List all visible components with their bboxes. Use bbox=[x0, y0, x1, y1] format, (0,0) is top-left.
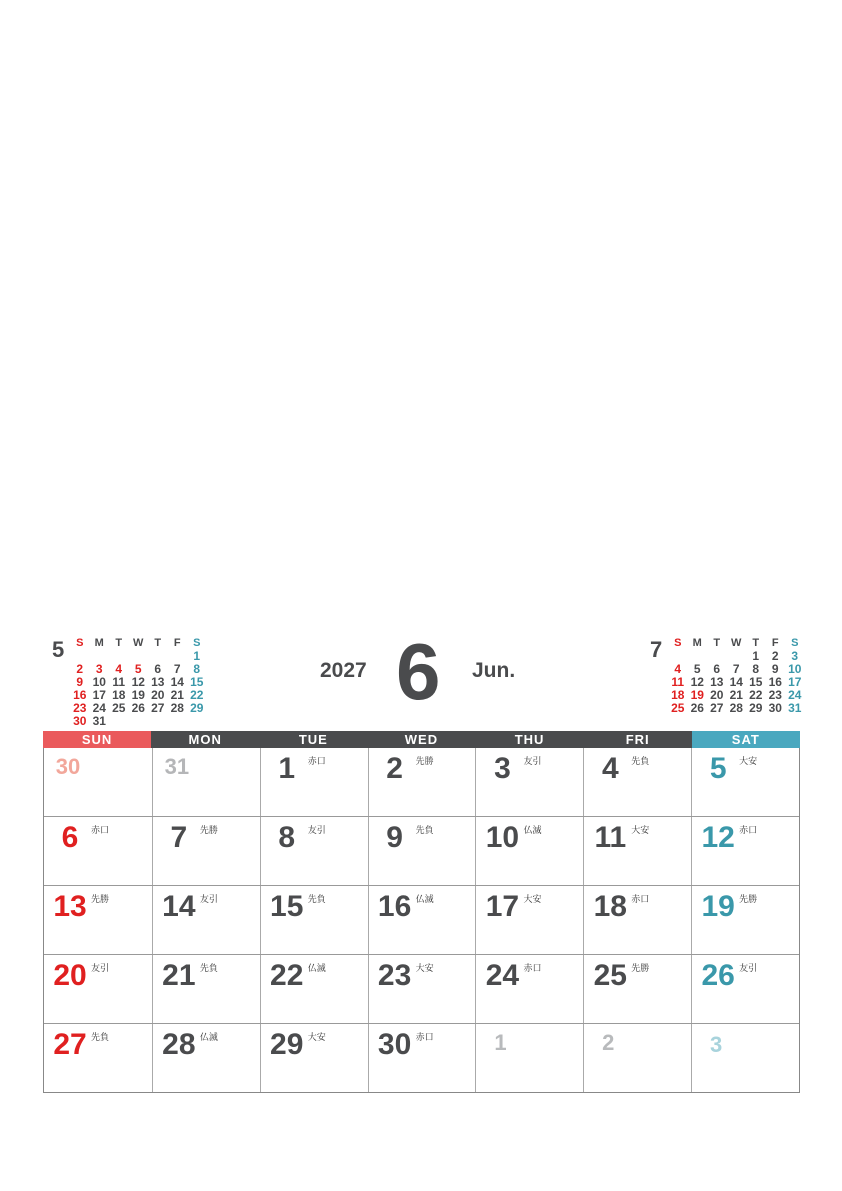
mini-day: 5 bbox=[134, 662, 142, 676]
day-number: 7 bbox=[170, 821, 188, 854]
mini-day bbox=[129, 715, 149, 728]
mini-prev-grid bbox=[70, 637, 210, 728]
week-row bbox=[44, 816, 799, 885]
day-number: 29 bbox=[270, 1028, 304, 1061]
mini-weekday-label: S bbox=[193, 637, 201, 649]
mini-day: 28 bbox=[170, 701, 184, 715]
month-calendar bbox=[43, 731, 800, 1093]
mini-day: 17 bbox=[92, 688, 106, 702]
mini-weekday-row bbox=[668, 637, 808, 650]
mini-weekday-row bbox=[70, 637, 210, 650]
mini-weekday-label: M bbox=[94, 637, 104, 649]
mini-day: 25 bbox=[112, 701, 126, 715]
mini-weekday-label: F bbox=[173, 637, 181, 649]
day-cell[interactable] bbox=[44, 1024, 152, 1092]
day-number: 27 bbox=[53, 1028, 87, 1061]
rokuyo-label: 友引 bbox=[739, 963, 758, 973]
mini-weekday-label: T bbox=[115, 637, 123, 649]
mini-week-row bbox=[70, 702, 210, 715]
rokuyo-label: 仏滅 bbox=[307, 963, 326, 973]
mini-weekday-label: T bbox=[713, 637, 721, 649]
mini-day: 21 bbox=[729, 688, 743, 702]
mini-weekday-label: S bbox=[76, 637, 84, 649]
day-cell[interactable] bbox=[260, 886, 368, 954]
day-number: 15 bbox=[270, 890, 304, 923]
day-number: 21 bbox=[162, 959, 196, 992]
mini-day: 1 bbox=[752, 649, 760, 663]
mini-week-row bbox=[70, 715, 210, 728]
day-cell[interactable] bbox=[691, 748, 799, 816]
mini-day: 28 bbox=[729, 701, 743, 715]
day-number: 19 bbox=[701, 890, 735, 923]
mini-day: 14 bbox=[729, 675, 743, 689]
day-number: 23 bbox=[377, 959, 412, 992]
day-cell[interactable] bbox=[368, 817, 476, 885]
day-cell[interactable] bbox=[691, 817, 799, 885]
calendar-year: 2027 bbox=[320, 659, 367, 682]
day-cell[interactable] bbox=[44, 886, 152, 954]
mini-day: 30 bbox=[73, 714, 87, 728]
mini-day: 6 bbox=[713, 662, 721, 676]
day-cell[interactable] bbox=[691, 886, 799, 954]
mini-day: 11 bbox=[671, 675, 685, 689]
rokuyo-label: 先負 bbox=[91, 1032, 110, 1042]
day-cell[interactable] bbox=[368, 886, 476, 954]
day-cell[interactable] bbox=[583, 817, 691, 885]
day-cell[interactable] bbox=[368, 748, 476, 816]
mini-day: 26 bbox=[690, 701, 704, 715]
mini-day: 27 bbox=[710, 701, 724, 715]
mini-day: 5 bbox=[693, 662, 701, 676]
week-row bbox=[44, 885, 799, 954]
rokuyo-label: 大安 bbox=[415, 963, 434, 973]
rokuyo-label: 先負 bbox=[631, 756, 650, 766]
mini-weekday-label: W bbox=[731, 637, 742, 649]
mini-weekday-label: T bbox=[752, 637, 760, 649]
mini-day: 22 bbox=[190, 688, 204, 702]
day-cell[interactable] bbox=[152, 886, 260, 954]
mini-day: 24 bbox=[788, 688, 802, 702]
day-number: 11 bbox=[594, 821, 627, 854]
rokuyo-label: 大安 bbox=[523, 894, 542, 904]
mini-day: 18 bbox=[112, 688, 126, 702]
day-cell[interactable] bbox=[152, 1024, 260, 1092]
day-number: 3 bbox=[494, 752, 511, 785]
mini-day: 9 bbox=[771, 662, 779, 676]
mini-day: 27 bbox=[151, 701, 165, 715]
weekday-fri: FRI bbox=[584, 731, 692, 748]
mini-prev-month-number: 5 bbox=[52, 637, 65, 662]
day-number: 12 bbox=[701, 821, 735, 854]
day-cell[interactable] bbox=[44, 955, 152, 1023]
mini-day: 17 bbox=[788, 675, 802, 689]
mini-day: 8 bbox=[752, 662, 760, 676]
rokuyo-label: 大安 bbox=[631, 825, 650, 835]
day-number: 6 bbox=[61, 821, 79, 854]
rokuyo-label: 仏滅 bbox=[523, 825, 542, 835]
day-cell[interactable] bbox=[475, 955, 583, 1023]
mini-day: 6 bbox=[154, 662, 162, 676]
weekday-header bbox=[43, 731, 800, 748]
mini-day: 29 bbox=[749, 701, 763, 715]
mini-day: 13 bbox=[710, 675, 724, 689]
mini-day: 4 bbox=[674, 662, 682, 676]
day-cell[interactable] bbox=[368, 955, 476, 1023]
day-cell[interactable] bbox=[475, 886, 583, 954]
mini-day: 23 bbox=[73, 701, 87, 715]
day-cell[interactable] bbox=[583, 955, 691, 1023]
mini-weekday-label: S bbox=[791, 637, 799, 649]
day-cell[interactable] bbox=[691, 1024, 799, 1092]
day-cell[interactable] bbox=[260, 748, 368, 816]
rokuyo-label: 仏滅 bbox=[415, 894, 434, 904]
day-number: 8 bbox=[278, 821, 296, 854]
mini-day: 7 bbox=[732, 662, 740, 676]
mini-next-month-number: 7 bbox=[650, 637, 663, 662]
weekday-tue: TUE bbox=[259, 731, 367, 748]
mini-next-grid bbox=[668, 637, 808, 715]
day-number: 31 bbox=[164, 754, 190, 779]
day-cell[interactable] bbox=[368, 1024, 476, 1092]
rokuyo-label: 先勝 bbox=[631, 963, 650, 973]
mini-weekday-label: S bbox=[674, 637, 682, 649]
rokuyo-label: 大安 bbox=[739, 756, 758, 766]
mini-day: 19 bbox=[690, 688, 704, 702]
rokuyo-label: 先負 bbox=[199, 963, 218, 973]
day-cell[interactable] bbox=[152, 817, 260, 885]
day-cell[interactable] bbox=[260, 1024, 368, 1092]
mini-day: 2 bbox=[771, 649, 779, 663]
mini-day: 1 bbox=[193, 649, 201, 663]
rokuyo-label: 大安 bbox=[307, 1032, 326, 1042]
rokuyo-label: 赤口 bbox=[739, 825, 758, 835]
day-cell[interactable] bbox=[475, 1024, 583, 1092]
mini-day: 20 bbox=[710, 688, 724, 702]
day-cell[interactable] bbox=[475, 748, 583, 816]
mini-day: 9 bbox=[76, 675, 84, 689]
mini-day: 4 bbox=[115, 662, 123, 676]
mini-day: 3 bbox=[95, 662, 103, 676]
rokuyo-label: 先負 bbox=[307, 894, 326, 904]
rokuyo-label: 先勝 bbox=[739, 894, 758, 904]
mini-day: 14 bbox=[170, 675, 184, 689]
rokuyo-label: 友引 bbox=[523, 756, 542, 766]
mini-day: 16 bbox=[73, 688, 87, 702]
day-number: 2 bbox=[386, 752, 403, 785]
day-cell[interactable] bbox=[260, 817, 368, 885]
mini-day: 19 bbox=[131, 688, 145, 702]
day-number: 22 bbox=[270, 959, 304, 992]
mini-day: 31 bbox=[92, 714, 106, 728]
day-number: 1 bbox=[494, 1030, 507, 1055]
day-number: 24 bbox=[485, 959, 520, 992]
mini-weekday-label: W bbox=[133, 637, 144, 649]
rokuyo-label: 先負 bbox=[415, 825, 434, 835]
day-number: 30 bbox=[377, 1028, 412, 1061]
weekday-sat: SAT bbox=[692, 731, 800, 748]
weekday-mon: MON bbox=[151, 731, 259, 748]
day-number: 4 bbox=[601, 752, 619, 785]
day-number: 26 bbox=[701, 959, 735, 992]
rokuyo-label: 先勝 bbox=[199, 825, 218, 835]
day-cell[interactable] bbox=[152, 955, 260, 1023]
mini-day: 31 bbox=[788, 701, 802, 715]
mini-day: 25 bbox=[671, 701, 685, 715]
mini-day: 20 bbox=[151, 688, 165, 702]
day-number: 18 bbox=[593, 890, 627, 923]
weekday-wed: WED bbox=[367, 731, 475, 748]
calendar-month-number: 6 bbox=[396, 627, 441, 716]
mini-weekday-label: T bbox=[154, 637, 162, 649]
day-cell[interactable] bbox=[152, 748, 260, 816]
mini-day: 15 bbox=[749, 675, 763, 689]
day-cell[interactable] bbox=[583, 886, 691, 954]
mini-day: 30 bbox=[768, 701, 782, 715]
mini-day: 15 bbox=[190, 675, 204, 689]
mini-day bbox=[187, 715, 207, 728]
rokuyo-label: 友引 bbox=[91, 963, 110, 973]
day-cell[interactable] bbox=[44, 748, 152, 816]
day-number: 5 bbox=[709, 752, 727, 785]
day-number: 14 bbox=[162, 890, 196, 923]
day-number: 3 bbox=[710, 1032, 723, 1057]
day-number: 20 bbox=[53, 959, 87, 992]
mini-day: 12 bbox=[131, 675, 145, 689]
week-row bbox=[44, 1023, 799, 1092]
day-cell[interactable] bbox=[44, 817, 152, 885]
rokuyo-label: 赤口 bbox=[631, 894, 650, 904]
day-number: 30 bbox=[55, 754, 81, 779]
rokuyo-label: 先勝 bbox=[415, 756, 434, 766]
rokuyo-label: 先勝 bbox=[91, 894, 110, 904]
mini-day: 13 bbox=[151, 675, 165, 689]
rokuyo-label: 赤口 bbox=[307, 756, 326, 766]
mini-day: 11 bbox=[112, 675, 126, 689]
rokuyo-label: 仏滅 bbox=[199, 1032, 218, 1042]
calendar-month-english: Jun. bbox=[472, 659, 516, 682]
mini-day: 2 bbox=[76, 662, 84, 676]
day-number: 10 bbox=[485, 821, 520, 854]
mini-day: 23 bbox=[768, 688, 782, 702]
day-number: 17 bbox=[485, 890, 520, 923]
day-cell[interactable] bbox=[691, 955, 799, 1023]
mini-day: 12 bbox=[690, 675, 704, 689]
mini-day: 29 bbox=[190, 701, 204, 715]
day-number: 16 bbox=[377, 890, 412, 923]
mini-weekday-label: M bbox=[692, 637, 702, 649]
rokuyo-label: 赤口 bbox=[415, 1032, 434, 1042]
week-row bbox=[44, 954, 799, 1023]
rokuyo-label: 赤口 bbox=[523, 963, 542, 973]
mini-day: 7 bbox=[173, 662, 181, 676]
mini-day: 21 bbox=[170, 688, 184, 702]
day-cell[interactable] bbox=[583, 1024, 691, 1092]
day-cell[interactable] bbox=[260, 955, 368, 1023]
mini-day: 3 bbox=[791, 649, 799, 663]
weekday-sun: SUN bbox=[43, 731, 151, 748]
day-grid bbox=[43, 748, 800, 1093]
mini-week-row bbox=[668, 702, 808, 715]
day-number: 13 bbox=[53, 890, 87, 923]
mini-day: 18 bbox=[671, 688, 685, 702]
day-number: 1 bbox=[278, 752, 296, 785]
day-cell[interactable] bbox=[475, 817, 583, 885]
day-number: 2 bbox=[602, 1030, 615, 1055]
mini-day bbox=[148, 715, 168, 728]
day-number: 25 bbox=[593, 959, 627, 992]
mini-day: 22 bbox=[749, 688, 763, 702]
mini-day: 26 bbox=[131, 701, 145, 715]
mini-day: 10 bbox=[788, 662, 802, 676]
mini-day: 24 bbox=[92, 701, 106, 715]
weekday-thu: THU bbox=[476, 731, 584, 748]
rokuyo-label: 友引 bbox=[199, 894, 218, 904]
mini-day bbox=[109, 715, 129, 728]
mini-weekday-label: F bbox=[771, 637, 779, 649]
day-number: 28 bbox=[162, 1028, 196, 1061]
week-row bbox=[44, 748, 799, 816]
rokuyo-label: 赤口 bbox=[91, 825, 110, 835]
day-cell[interactable] bbox=[583, 748, 691, 816]
mini-day: 16 bbox=[768, 675, 782, 689]
mini-day: 10 bbox=[92, 675, 106, 689]
mini-day bbox=[168, 715, 188, 728]
mini-day: 8 bbox=[193, 662, 201, 676]
rokuyo-label: 友引 bbox=[307, 825, 326, 835]
day-number: 9 bbox=[386, 821, 403, 854]
